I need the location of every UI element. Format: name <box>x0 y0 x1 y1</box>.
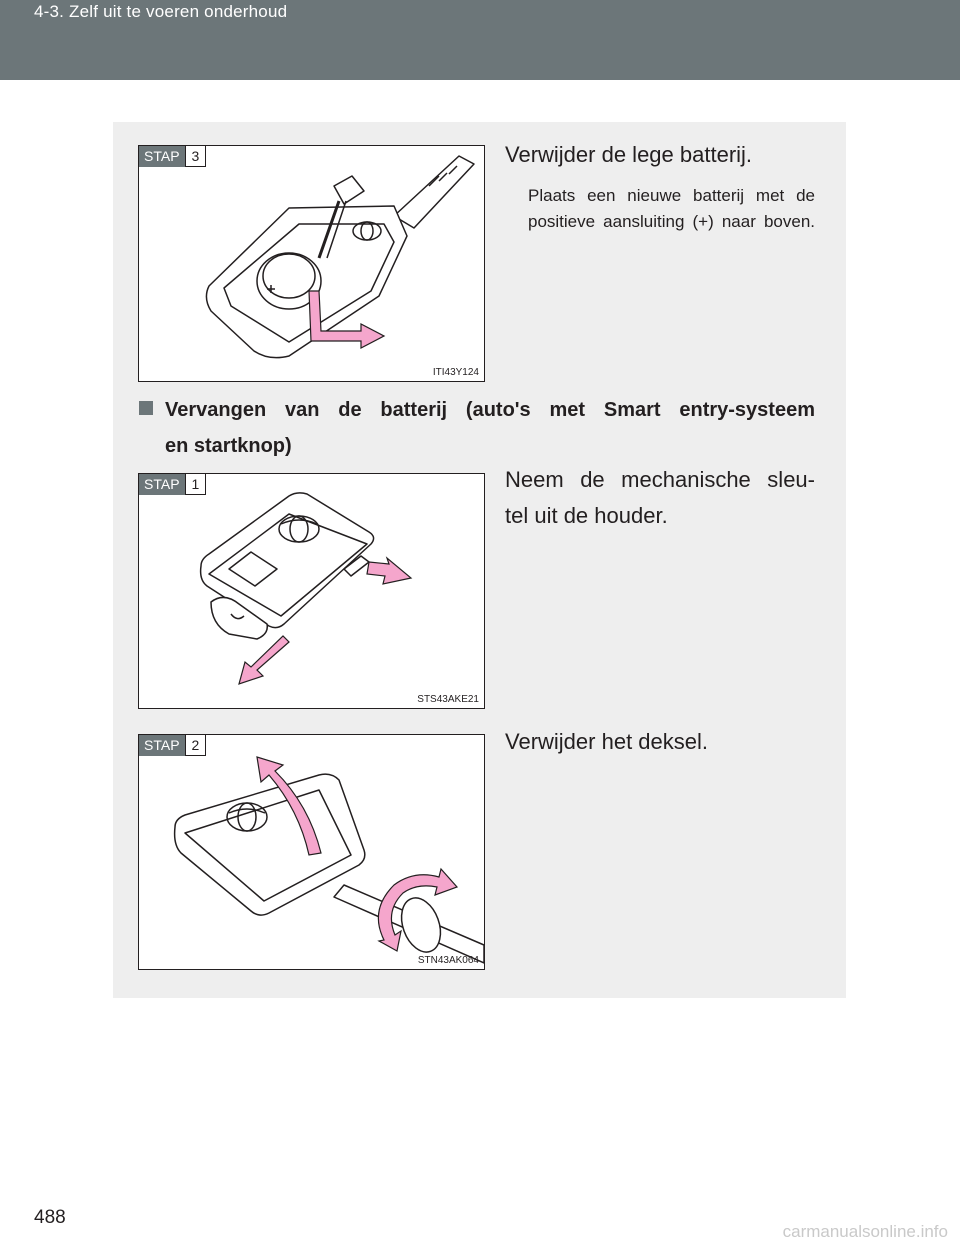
step-badge <box>139 735 206 756</box>
step-3-sub-instruction: Plaats een nieuwe batterij met de positieve aansluiting (+) naar boven. <box>528 186 815 231</box>
step-badge-word: STAP <box>139 146 185 167</box>
section-heading-line2: en startknop) <box>165 435 292 457</box>
page-header <box>0 0 960 80</box>
section-heading-line1: Vervangen van de batterij (auto's met Smart entry-systeem <box>165 399 815 421</box>
figure-step-3 <box>138 145 485 382</box>
pull-arrow-icon <box>239 636 289 684</box>
step-badge-number: 3 <box>185 146 207 167</box>
step-badge-number: 2 <box>185 735 207 756</box>
smart-key-illustration <box>139 474 484 708</box>
step-1-instruction-line2: tel uit de houder. <box>505 503 668 528</box>
smart-key-cover-illustration <box>139 735 484 969</box>
step-1-instruction-line1: Neem de mechanische sleu- <box>505 467 815 492</box>
square-bullet-icon <box>139 401 153 415</box>
figure-code: ITI43Y124 <box>432 367 479 378</box>
key-battery-illustration <box>139 146 484 381</box>
figure-code: STN43AK064 <box>417 955 479 966</box>
figure-step-2 <box>138 734 485 970</box>
page-number: 488 <box>34 1207 66 1228</box>
watermark: carmanualsonline.info <box>782 1222 948 1241</box>
step-3-instruction: Verwijder de lege batterij. <box>505 142 753 167</box>
section-title: 4-3. Zelf uit te voeren onderhoud <box>34 2 288 21</box>
step-badge <box>139 146 206 167</box>
push-arrow-icon <box>367 558 411 584</box>
figure-code: STS43AKE21 <box>417 694 479 705</box>
step-badge <box>139 474 206 495</box>
step-badge-number: 1 <box>185 474 207 495</box>
step-badge-word: STAP <box>139 735 185 756</box>
step-2-instruction: Verwijder het deksel. <box>505 729 708 754</box>
figure-step-1 <box>138 473 485 709</box>
section-heading <box>139 392 815 464</box>
step-1-instruction <box>505 462 815 534</box>
step-badge-word: STAP <box>139 474 185 495</box>
